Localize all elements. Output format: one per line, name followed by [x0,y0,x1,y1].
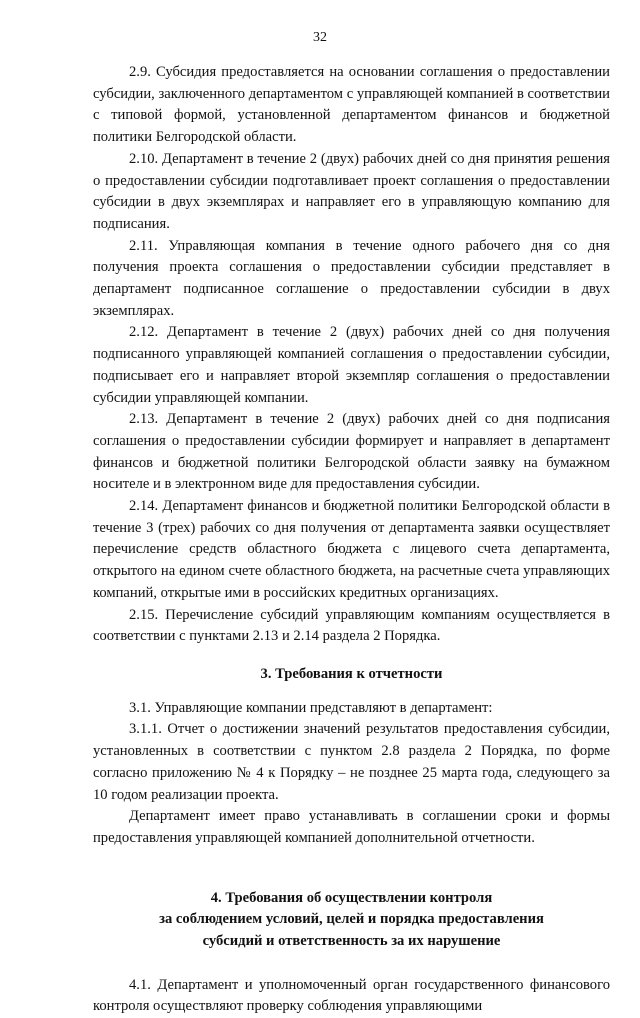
paragraph-3-1-1: 3.1.1. Отчет о достижении значений результатов предоставления субсидии, установленных в соответствии с пунктом 2.8 раздела 2 Порядка, по форме согласно приложению № 4 к Порядку – не позднее 25 марта года, следующего за 10 годом реализации проекта. [93,721,610,803]
paragraph-2-14: 2.14. Департамент финансов и бюджетной политики Белгородской области в течение 3 (трех) рабочих со дня получения от департамента заявки осуществляет перечисление средств областного бюджета с лицевого счета департамента, открытого на едином счете областного бюджета, на расчетные счета управляющих компаний, открытые ими в российских кредитных организациях. [93,498,610,601]
paragraph-2-9: 2.9. Субсидия предоставляется на основании соглашения о предоставлении субсидии, заключенного департаментом с управляющей компанией в соответствии с типовой формой, установленной департаментом финансов и бюджетной политики Белгородской области. [93,64,610,146]
paragraph-2-15: 2.15. Перечисление субсидий управляющим компаниям осуществляется в соответствии с пунктами 2.13 и 2.14 раздела 2 Порядка. [93,606,610,645]
paragraph-additional-reporting: Департамент имеет право устанавливать в соглашении сроки и формы предоставления управляющей компанией дополнительной отчетности. [93,808,610,846]
paragraph-2-11: 2.11. Управляющая компания в течение одного рабочего дня со дня получения проекта соглашения о предоставлении субсидии представляет в департамент подписанное соглашение о предоставлении субсидии в двух экземплярах. [93,237,610,319]
section-3-heading: 3. Требования к отчетности [260,665,443,682]
paragraph-2-12: 2.12. Департамент в течение 2 (двух) рабочих дней со дня получения подписанного управляющей компанией соглашения о предоставлении субсидии, подписывает его и направляет второй экземпляр соглашения о предоставлении субсидии управляющей компании. [93,324,610,406]
section-4-heading-line: 4. Требования об осуществлении контроля [210,889,493,906]
paragraph-3-1: 3.1. Управляющие компании представляют в департамент: [129,699,493,716]
section-4-heading-line: за соблюдением условий, целей и порядка предоставления [159,911,544,928]
section-4-heading-line: субсидий и ответственность за их нарушение [202,933,501,950]
paragraph-2-10: 2.10. Департамент в течение 2 (двух) рабочих дней со дня принятия решения о предоставлении субсидии подготавливает проект соглашения о предоставлении субсидии в двух экземплярах и направляет его в управляющую компанию для подписания. [93,150,610,232]
paragraph-2-13: 2.13. Департамент в течение 2 (двух) рабочих дней со дня подписания соглашения о предоставлении субсидии формирует и направляет в департамент финансов и бюджетной политики Белгородской области заявку на бумажном носителе и в электронном виде для предоставления субсидии. [93,411,610,493]
page-number: 32 [313,30,327,45]
document-body [93,62,610,1018]
paragraph-4-1: 4.1. Департамент и уполномоченный орган государственного финансового контроля осуществляют проверку соблюдения управляющими [93,976,610,1015]
section-4-heading [93,888,610,953]
